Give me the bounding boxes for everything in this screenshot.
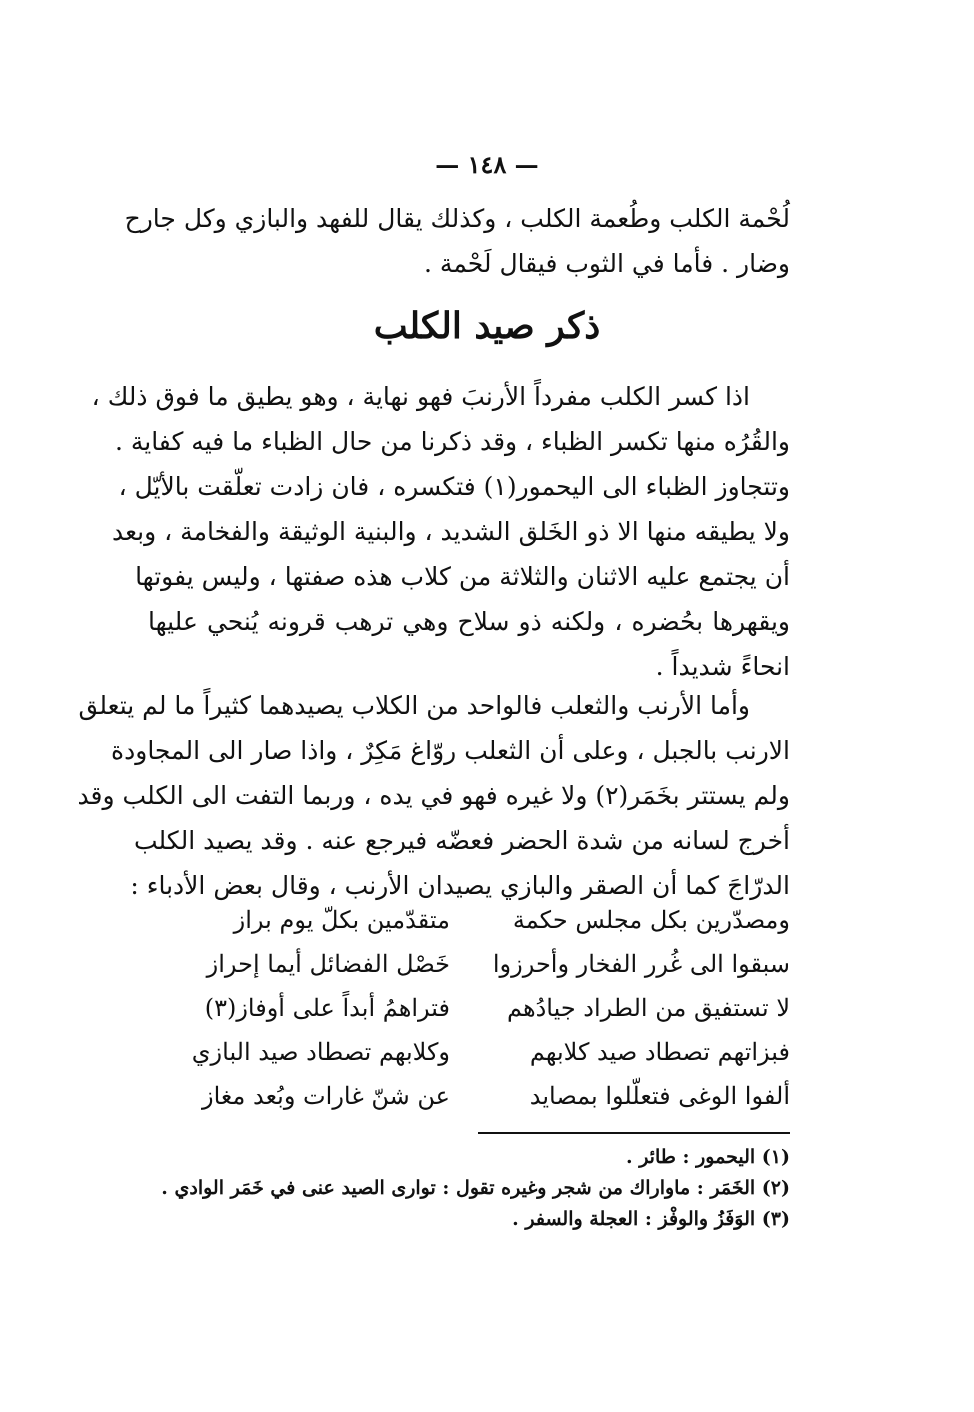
text-line: انحاءً شديداً .	[655, 652, 790, 681]
text-line: أن يجتمع عليه الاثنان والثلاثة من كلاب هذه صفتها ، وليس يفوتها	[135, 562, 790, 591]
text-line: لُحْمة الكلب وطُعمة الكلب ، وكذلك يقال للفهد والبازي وكل جارح	[124, 204, 790, 233]
verse-second-hemistich: عن شنّ غارات وبُعد مغاز	[202, 1082, 450, 1110]
footnote: (٢) الخَمَر : ماواراك من شجر وغيره تقول : توارى الصيد عنى في خَمَر الوادي .	[161, 1177, 790, 1199]
footnotes	[140, 1142, 790, 1235]
verse-second-hemistich: خَصْل الفضائل أيما إحراز	[206, 950, 450, 978]
verse-second-hemistich: فتراهمُ أبداً على أوفاز(٣)	[204, 994, 450, 1022]
verse-first-hemistich: فبزاتهم تصطاد صيد كلابهم	[529, 1038, 790, 1066]
poem-verse	[150, 942, 790, 986]
text-line: ويقهرها بحُضره ، ولكنه ذو سلاح وهي ترهب قرونه يُنحي عليها	[148, 607, 790, 636]
text-line: الارنب بالجبل ، وعلى أن الثعلب روّاغ مَكِرٌ ، واذا صار الى المجاودة	[111, 736, 790, 765]
page-number: — ١٤٨ —	[435, 150, 539, 179]
text-line: ولا يطيقه منها الا ذو الخَلق الشديد ، والبنية الوثيقة والفخامة ، وبعد	[111, 517, 790, 546]
footnote: (٣) الوَفَزُ والوفْز : العجلة والسفر .	[512, 1208, 790, 1230]
paragraph	[77, 683, 790, 908]
text-line: وتتجاوز الظباء الى اليحمور(١) فتكسره ، فان زادت تعلّقت بالأيّل ،	[118, 472, 790, 501]
poem-verse	[150, 898, 790, 942]
poem-verse	[150, 1074, 790, 1118]
poem	[150, 898, 790, 1118]
text-line: وأما الأرنب والثعلب فالواحد من الكلاب يصيدهما كثيراً ما لم يتعلق	[78, 691, 750, 720]
verse-first-hemistich: ألفوا الوغى فتعلّلوا بمصايد	[529, 1082, 790, 1110]
text-line: الدرّاجَ كما أن الصقر والبازي يصيدان الأرنب ، وقال بعض الأدباء :	[130, 871, 790, 900]
verse-second-hemistich: متقدّمين بكلّ يوم براز	[233, 906, 450, 934]
text-line: اذا كسر الكلب مفرداً الأرنبَ فهو نهاية ، وهو يطيق ما فوق ذلك ،	[91, 382, 750, 411]
paragraph	[91, 374, 790, 689]
poem-verse	[150, 986, 790, 1030]
text-line: أخرج لسانه من شدة الحضر فعضّه فيرجع عنه . وقد يصيد الكلب	[133, 826, 790, 855]
text-line: ولم يستتر بخَمَر(٢) ولا غيره فهو في يده ، وربما التفت الى الكلب وقد	[77, 781, 790, 810]
verse-second-hemistich: وكلابهم تصطاد صيد البازي	[191, 1038, 450, 1066]
footnote: (١) اليحمور : طائر .	[625, 1146, 790, 1168]
verse-first-hemistich: سبقوا الى غُرر الفخار وأحرزوا	[492, 950, 790, 978]
verse-first-hemistich: ومصدّرين بكل مجلس حكمة	[512, 906, 790, 934]
intro-paragraph	[124, 196, 790, 286]
text-line: والقُرُه منها تكسر الظباء ، وقد ذكرنا من حال الظباء ما فيه كفاية .	[114, 427, 790, 456]
section-heading: ذكر صيد الكلب	[373, 305, 601, 347]
footnote-divider	[478, 1132, 790, 1134]
poem-verse	[150, 1030, 790, 1074]
verse-first-hemistich: لا تستفيق من الطراد جيادُهم	[506, 994, 790, 1022]
text-line: وضار . فأما في الثوب فيقال لَحْمة .	[424, 249, 790, 278]
